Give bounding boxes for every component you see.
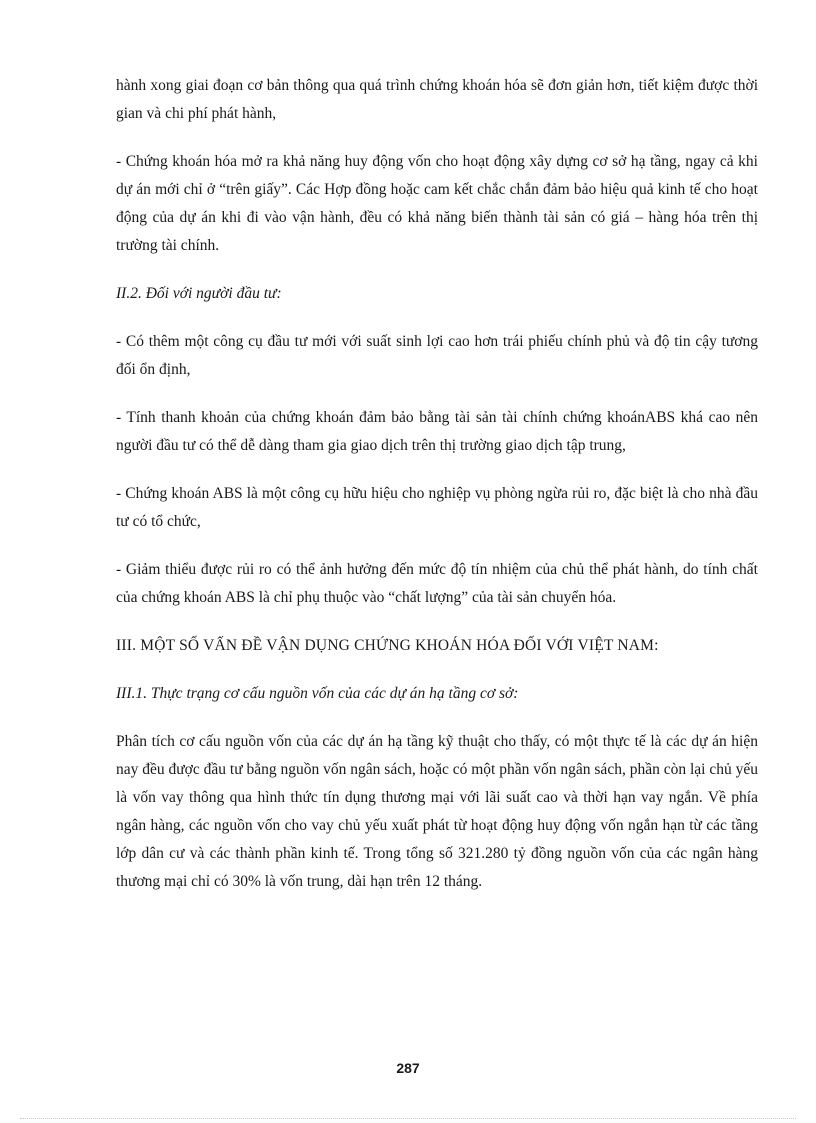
heading-iii-1: III.1. Thực trạng cơ cấu nguồn vốn của các dự án hạ tầng cơ sở: (116, 685, 519, 702)
paragraph-7: Phân tích cơ cấu nguồn vốn của các dự án hạ tầng kỹ thuật cho thấy, có một thực tế là các dự án hiện nay đều được đầu tư bằng nguồn vốn ngân sách, hoặc có một phần vốn ngân sách, phần còn lại chủ yếu là vốn vay thông qua hình thức tín dụng thương mại với lãi suất cao và thời hạn vay ngắn. Về phía ngân hàng, các nguồn vốn cho vay chủ yếu xuất phát từ hoạt động huy động vốn ngắn hạn từ các tầng lớp dân cư và các thành phần kinh tế. Trong tổng số 321.280 tỷ đồng nguồn vốn của các ngân hàng thương mại chỉ có 30% là vốn trung, dài hạn trên 12 tháng. (116, 733, 758, 890)
paragraph-2: - Chứng khoán hóa mở ra khả năng huy động vốn cho hoạt động xây dựng cơ sở hạ tầng, ngay cả khi dự án mới chỉ ở “trên giấy”. Các Hợp đồng hoặc cam kết chắc chắn đảm bảo hiệu quả kinh tế cho hoạt động của dự án khi đi vào vận hành, đều có khả năng biến thành tài sản có giá – hàng hóa trên thị trường tài chính. (116, 153, 758, 254)
paragraph-5: - Chứng khoán ABS là một công cụ hữu hiệu cho nghiệp vụ phòng ngừa rủi ro, đặc biệt là cho nhà đầu tư có tổ chức, (116, 485, 758, 530)
paragraph-3: - Có thêm một công cụ đầu tư mới với suất sinh lợi cao hơn trái phiếu chính phủ và độ tin cậy tương đối ổn định, (116, 333, 758, 378)
paragraph-6: - Giảm thiểu được rủi ro có thể ảnh hưởng đến mức độ tín nhiệm của chủ thể phát hành, do tính chất của chứng khoán ABS là chỉ phụ thuộc vào “chất lượng” của tài sản chuyển hóa. (116, 561, 758, 606)
bottom-divider (20, 1118, 796, 1119)
document-body (116, 72, 758, 916)
paragraph-1: hành xong giai đoạn cơ bản thông qua quá trình chứng khoán hóa sẽ đơn giản hơn, tiết kiệm được thời gian và chi phí phát hành, (116, 77, 758, 122)
paragraph-4: - Tính thanh khoản của chứng khoán đảm bảo bằng tài sản tài chính chứng khoánABS khá cao nên người đầu tư có thể dễ dàng tham gia giao dịch trên thị trường giao dịch tập trung, (116, 409, 758, 454)
heading-ii-2: II.2. Đối với người đầu tư: (116, 285, 282, 302)
page-number: 287 (396, 1060, 420, 1076)
heading-iii: III. MỘT SỐ VẤN ĐỀ VẬN DỤNG CHỨNG KHOÁN HÓA ĐỐI VỚI VIỆT NAM: (116, 637, 659, 654)
